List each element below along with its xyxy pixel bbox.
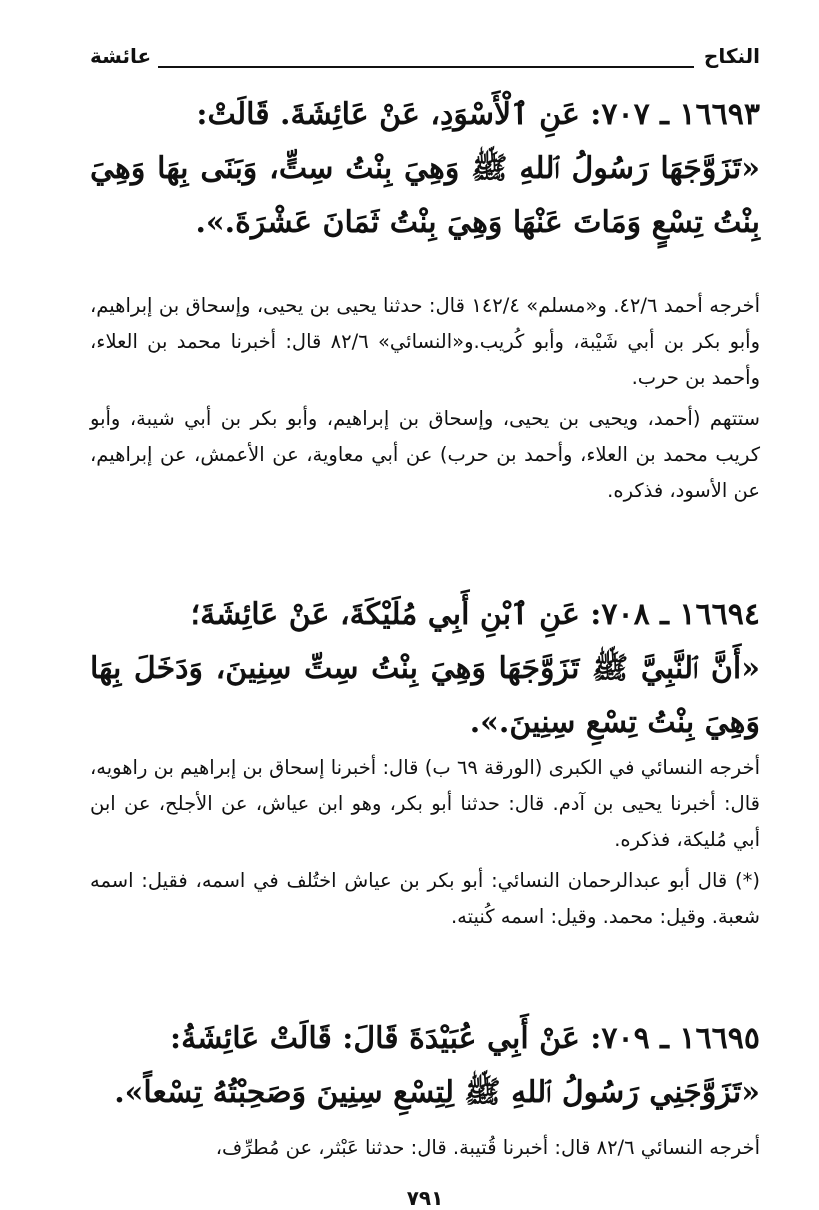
hadith-707 (90, 88, 760, 250)
chapter-title: النكاح (703, 44, 760, 68)
hadith-text: «تَزَوَّجَهَا رَسُولُ ٱللهِ ﷺ وَهِيَ بِنْتُ سِتٍّ، وَبَنَى بِهَا وَهِيَ بِنْتُ تِسْعٍ وَمَاتَ عَنْهَا وَهِيَ بِنْتُ ثَمَانَ عَشْرَةَ.». (90, 151, 760, 240)
takhrij-paragraph: أخرجه النسائي في الكبرى (الورقة ٦٩ ب) قال: أخبرنا إسحاق بن إبراهيم بن راهويه، قال: أخبرنا يحيى بن آدم. قال: حدثنا أبو بكر، وهو ابن عياش، عن الأجلح، عن ابن أبي مُليكة، فذكره. (90, 756, 761, 851)
hadith-heading: ١٦٦٩٣ ـ ٧٠٧: عَنِ ٱلْأَسْوَدِ، عَنْ عَائِشَةَ. قَالَتْ: (196, 97, 760, 132)
footnote-paragraph: (*) قال أبو عبدالرحمان النسائي: أبو بكر بن عياش اختُلف في اسمه، فقيل: اسمه شعبة. وقيل: محمد. وقيل: اسمه كُنيته. (90, 869, 760, 928)
takhrij-paragraph: أخرجه النسائي ٨٢/٦ قال: أخبرنا قُتيبة. قال: حدثنا عَبْثر، عن مُطرِّف، (215, 1136, 760, 1159)
book-page (90, 36, 761, 1210)
hadith-709 (90, 1012, 760, 1120)
section-title: عائشة (90, 44, 152, 68)
running-header (90, 36, 760, 76)
takhrij-708 (90, 750, 760, 935)
hadith-heading: ١٦٦٩٤ ـ ٧٠٨: عَنِ ٱبْنِ أَبِي مُلَيْكَةَ، عَنْ عَائِشَةَ؛ (190, 597, 760, 632)
takhrij-709 (90, 1130, 760, 1166)
hadith-heading: ١٦٦٩٥ ـ ٧٠٩: عَنْ أَبِي عُبَيْدَةَ قَالَ: قَالَتْ عَائِشَةُ: (170, 1021, 760, 1056)
takhrij-paragraph: أخرجه أحمد ٤٢/٦. و«مسلم» ١٤٢/٤ قال: حدثنا يحيى بن يحيى، وإسحاق بن إبراهيم، وأبو بكر بن أبي شَيْبة، وأبو كُريب.و«النسائي» ٨٢/٦ قال: أخبرنا محمد بن العلاء، وأحمد بن حرب. (90, 294, 760, 389)
takhrij-paragraph: ستتهم (أحمد، ويحيى بن يحيى، وإسحاق بن إبراهيم، وأبو بكر بن أبي شيبة، وأبو كريب محمد بن العلاء، وأحمد بن حرب) عن أبي معاوية، عن الأعمش، عن إبراهيم، عن الأسود، فذكره. (90, 407, 760, 502)
header-rule (158, 66, 694, 68)
hadith-708 (90, 588, 760, 750)
hadith-text: «أَنَّ ٱلنَّبِيَّ ﷺ تَزَوَّجَهَا وَهِيَ بِنْتُ سِتِّ سِنِينَ، وَدَخَلَ بِهَا وَهِيَ بِنْتُ تِسْعِ سِنِينَ.». (90, 651, 760, 740)
takhrij-707 (90, 288, 760, 509)
hadith-text: «تَزَوَّجَنِي رَسُولُ ٱللهِ ﷺ لِتِسْعِ سِنِينَ وَصَحِبْتُهُ تِسْعاً». (114, 1075, 760, 1110)
page-number: ٧٩١ (406, 1186, 444, 1210)
